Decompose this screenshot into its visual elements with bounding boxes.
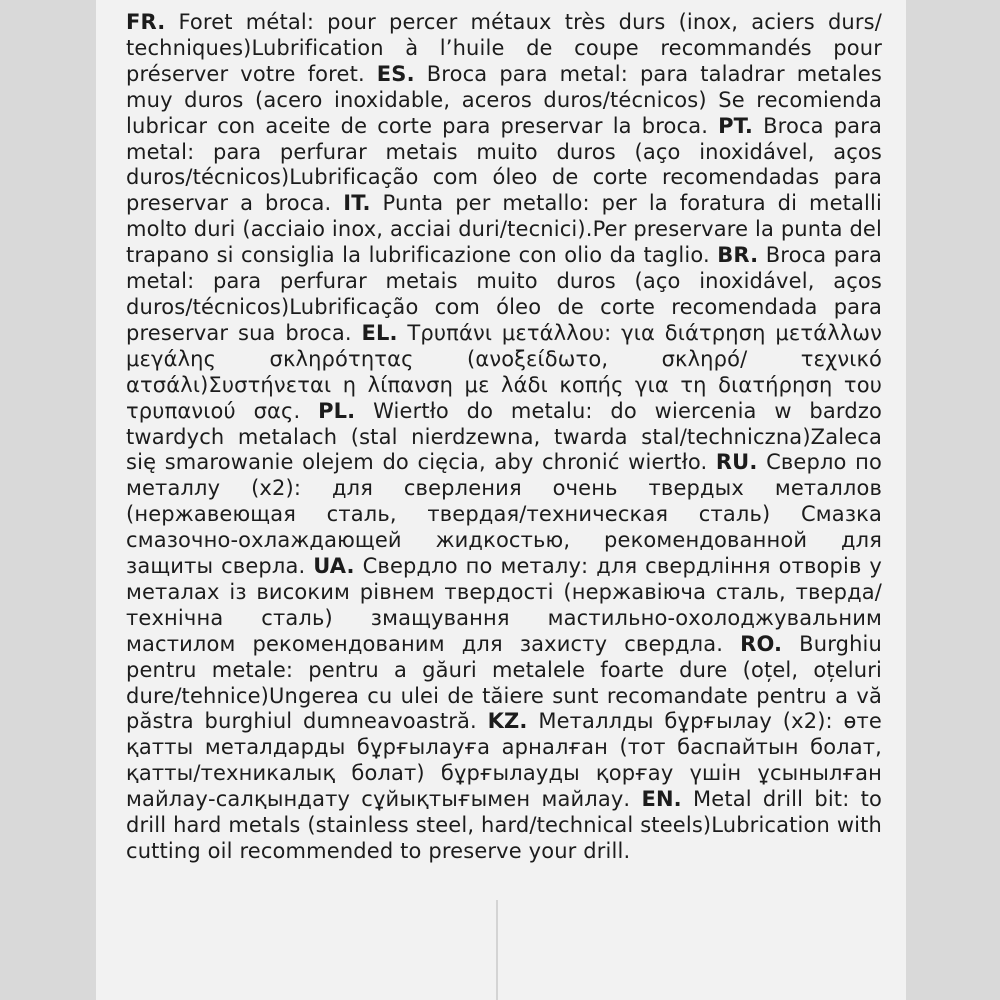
lang-code-ro: RO. (740, 631, 783, 656)
lang-code-es: ES. (376, 61, 415, 86)
section-text-el: Τρυπάνι μετάλλου: για διάτρηση μετάλλων μεγάλης σκληρότητας (ανοξείδωτο, σκληρό/ τεχνικό ατσάλι)Συστήνεται η λίπανση με λάδι κοπής για τη διατήρηση του τρυπανιού σας. (126, 320, 882, 423)
lang-code-pt: PT. (718, 113, 754, 138)
section-text-ru: Сверло по металлу (x2): для сверления очень твердых металлов (нержавеющая сталь, твердая/техническая сталь) Смазка смазочно-охлаждающей жидкостью, рекомендованной для защиты сверла. (126, 450, 882, 579)
section-text-ua: Свердло по металу: для свердління отворів у металах із високим рівнем твердості (нержавіюча сталь, тверда/технічна сталь) змащування мастильно-охолоджувальним мастилом рекомендованим для захисту свердла. (126, 554, 882, 656)
section-text-br: Broca para metal: para perfurar metais muito duros (aço inoxidável, aços duros/técnicos)Lubrificação com óleo de corte recomendada para preservar sua broca. (126, 243, 883, 345)
section-text-fr: Foret métal: pour percer métaux très durs (inox, aciers durs/ techniques)Lubrification à l’huile de coupe recommandés pour préserver votre foret. (126, 10, 882, 86)
section-text-kz: Металлды бұрғылау (x2): өте қатты металдарды бұрғылауға арналған (тот баспайтын болат, қатты/техникалық болат) бұрғылауды қорғау үшін ұсынылған майлау-салқындату сұйықтығымен майлау. (126, 709, 882, 812)
section-text-it: Punta per metallo: per la foratura di metalli molto duri (acciaio inox, acciai duri/tecnici).Per preservare la punta del trapano si consiglia la lubrificazione con olio da taglio. (126, 191, 882, 268)
section-text-en: Metal drill bit: to drill hard metals (stainless steel, hard/technical steels)Lubrication with cutting oil recommended to preserve your drill. (126, 787, 882, 863)
lang-code-ua: UA. (313, 554, 355, 579)
lang-code-el: EL. (361, 320, 398, 345)
section-text-es: Broca para metal: para taladrar metales muy duros (acero inoxidable, aceros duros/técnicos) Se recomienda lubricar con aceite de corte para preservar la broca. (126, 61, 882, 138)
lang-code-en: EN. (641, 787, 682, 812)
section-text-pt: Broca para metal: para perfurar metais muito duros (aço inoxidável, aços duros/técnicos)Lubrificação com óleo de corte recomendadas para preservar a broca. (126, 113, 882, 216)
section-text-pl: Wiertło do metalu: do wiercenia w bardzo twardych metalach (stal nierdzewna, twarda stal/techniczna)Zaleca się smarowanie olejem do cięcia, aby chronić wiertło. (126, 398, 883, 475)
lang-code-kz: KZ. (487, 709, 528, 734)
lang-code-fr: FR. (126, 10, 166, 34)
fold-line (496, 900, 498, 1000)
lang-code-it: IT. (343, 191, 371, 216)
lang-code-br: BR. (717, 243, 759, 268)
multilingual-instructions (126, 10, 882, 865)
lang-code-pl: PL. (318, 398, 356, 423)
section-text-ro: Burghiu pentru metale: pentru a găuri metalele foarte dure (oțel, oțeluri dure/tehnice)Ungerea cu ulei de tăiere sunt recomandate pentru a vă păstra burghiul dumneavoastră. (126, 631, 882, 734)
lang-code-ru: RU. (715, 450, 758, 475)
